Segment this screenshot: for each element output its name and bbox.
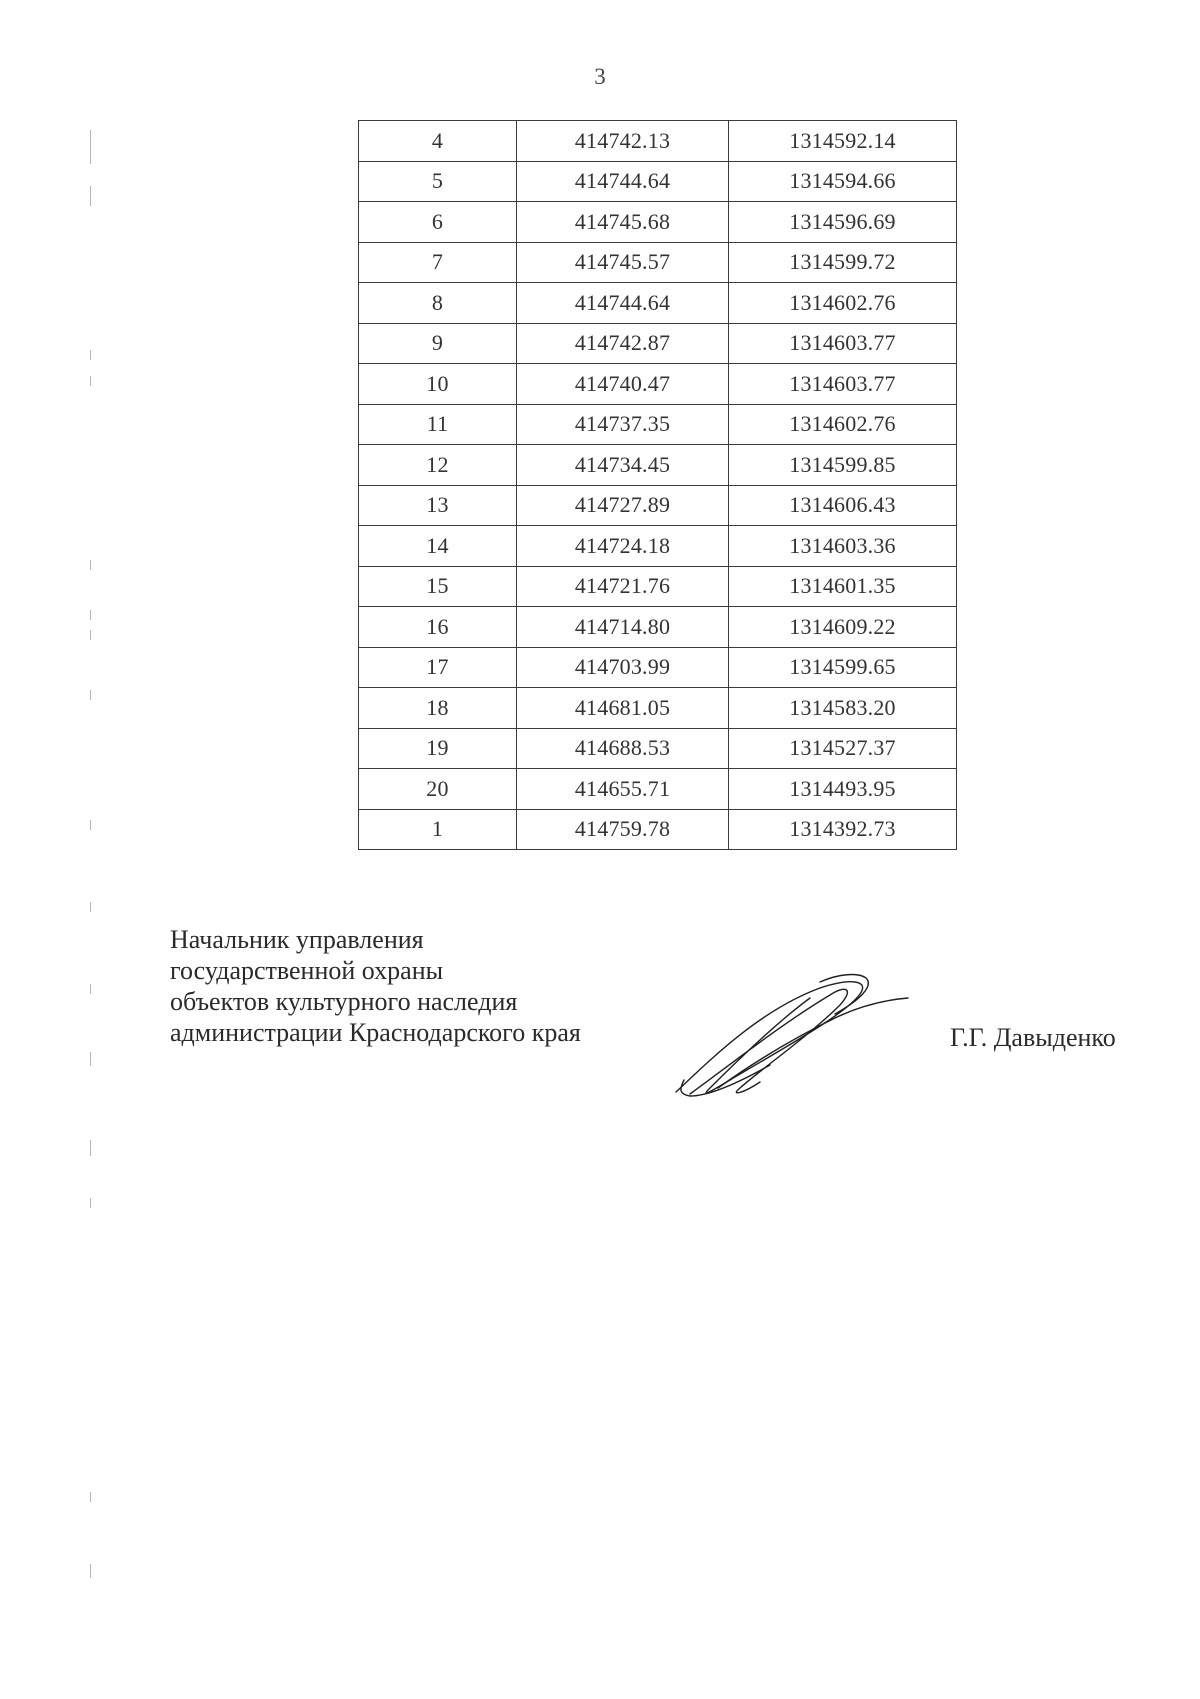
point-number-cell: 14 [359,526,517,567]
x-coordinate-cell: 414734.45 [517,445,729,486]
scan-margin-mark [90,130,91,164]
point-number-cell: 7 [359,242,517,283]
table-row [359,202,957,243]
y-coordinate-cell: 1314599.72 [729,242,957,283]
table-row [359,364,957,405]
scan-margin-mark [90,630,91,640]
table-row [359,283,957,324]
y-coordinate-cell: 1314599.65 [729,647,957,688]
table-row [359,404,957,445]
y-coordinate-cell: 1314603.36 [729,526,957,567]
x-coordinate-cell: 414740.47 [517,364,729,405]
x-coordinate-cell: 414721.76 [517,566,729,607]
y-coordinate-cell: 1314603.77 [729,364,957,405]
point-number-cell: 16 [359,607,517,648]
point-number-cell: 4 [359,121,517,162]
table-row [359,607,957,648]
x-coordinate-cell: 414714.80 [517,607,729,648]
x-coordinate-cell: 414745.68 [517,202,729,243]
table-row [359,526,957,567]
signatory-title-line: государственной охраны [170,956,444,985]
x-coordinate-cell: 414745.57 [517,242,729,283]
table-row [359,647,957,688]
scan-margin-mark [90,186,91,206]
scan-margin-mark [90,1052,91,1066]
table-row [359,485,957,526]
y-coordinate-cell: 1314392.73 [729,809,957,850]
x-coordinate-cell: 414727.89 [517,485,729,526]
table-row [359,161,957,202]
y-coordinate-cell: 1314599.85 [729,445,957,486]
table-row [359,566,957,607]
point-number-cell: 8 [359,283,517,324]
point-number-cell: 19 [359,728,517,769]
signer-name: Г.Г. Давыденко [950,1023,1116,1052]
scan-margin-mark [90,1198,91,1208]
scan-margin-mark [90,1564,91,1578]
point-number-cell: 20 [359,769,517,810]
signatory-title-line: Начальник управления [170,925,424,954]
y-coordinate-cell: 1314594.66 [729,161,957,202]
scan-margin-mark [90,350,91,360]
y-coordinate-cell: 1314527.37 [729,728,957,769]
point-number-cell: 12 [359,445,517,486]
point-number-cell: 13 [359,485,517,526]
coordinates-table-body [359,121,957,850]
scan-margin-mark [90,1140,91,1156]
x-coordinate-cell: 414744.64 [517,161,729,202]
scan-margin-mark [90,902,91,912]
x-coordinate-cell: 414724.18 [517,526,729,567]
scan-margin-mark [90,376,91,386]
x-coordinate-cell: 414655.71 [517,769,729,810]
y-coordinate-cell: 1314602.76 [729,404,957,445]
table-row [359,242,957,283]
table-row [359,769,957,810]
scan-margin-mark [90,690,91,700]
point-number-cell: 11 [359,404,517,445]
point-number-cell: 9 [359,323,517,364]
page-number: 3 [594,64,606,89]
scan-margin-mark [90,984,91,994]
signatory-title-line: администрации Краснодарского края [170,1018,581,1047]
scan-margin-mark [90,610,91,620]
signatory-title [170,924,581,1048]
y-coordinate-cell: 1314601.35 [729,566,957,607]
y-coordinate-cell: 1314592.14 [729,121,957,162]
point-number-cell: 15 [359,566,517,607]
x-coordinate-cell: 414759.78 [517,809,729,850]
y-coordinate-cell: 1314493.95 [729,769,957,810]
point-number-cell: 6 [359,202,517,243]
table-row [359,121,957,162]
y-coordinate-cell: 1314606.43 [729,485,957,526]
handwritten-signature [670,970,910,1100]
table-row [359,688,957,729]
signatory-title-line: объектов культурного наследия [170,987,518,1016]
table-row [359,809,957,850]
y-coordinate-cell: 1314583.20 [729,688,957,729]
scan-margin-mark [90,560,91,570]
x-coordinate-cell: 414681.05 [517,688,729,729]
x-coordinate-cell: 414744.64 [517,283,729,324]
x-coordinate-cell: 414737.35 [517,404,729,445]
y-coordinate-cell: 1314596.69 [729,202,957,243]
y-coordinate-cell: 1314603.77 [729,323,957,364]
point-number-cell: 5 [359,161,517,202]
y-coordinate-cell: 1314602.76 [729,283,957,324]
scan-margin-mark [90,1492,91,1502]
point-number-cell: 10 [359,364,517,405]
x-coordinate-cell: 414703.99 [517,647,729,688]
table-row [359,323,957,364]
table-row [359,728,957,769]
x-coordinate-cell: 414688.53 [517,728,729,769]
x-coordinate-cell: 414742.87 [517,323,729,364]
x-coordinate-cell: 414742.13 [517,121,729,162]
point-number-cell: 18 [359,688,517,729]
point-number-cell: 17 [359,647,517,688]
point-number-cell: 1 [359,809,517,850]
table-row [359,445,957,486]
scan-margin-mark [90,820,91,830]
y-coordinate-cell: 1314609.22 [729,607,957,648]
coordinates-table [358,120,957,850]
